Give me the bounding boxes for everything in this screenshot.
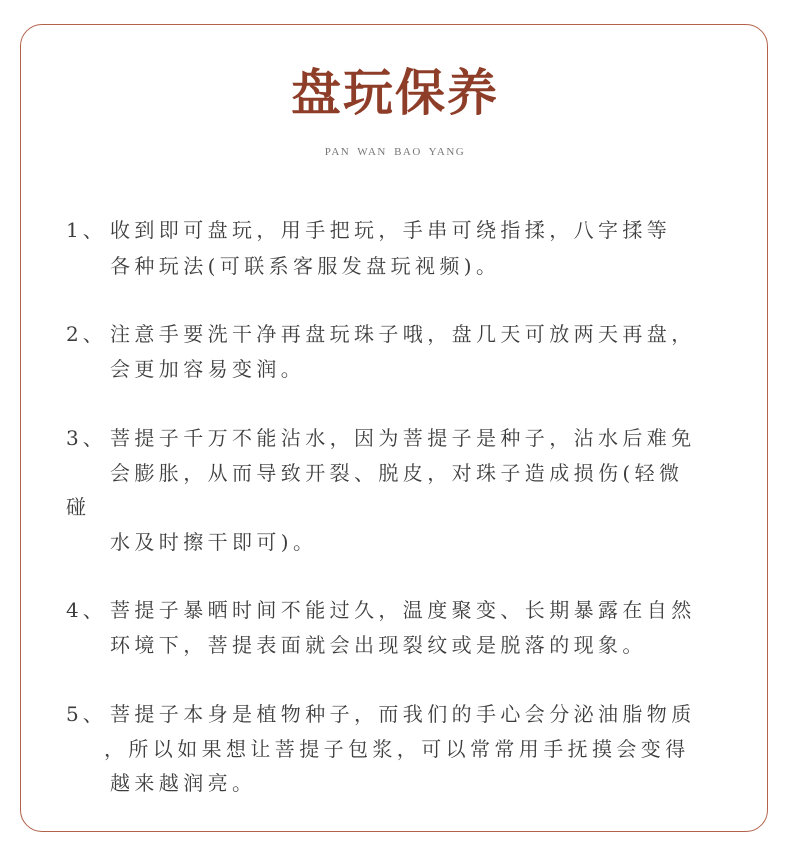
list-item-3-number: 3、 xyxy=(66,426,107,450)
list-item-1-number: 1、 xyxy=(66,218,107,242)
list-item-5-text-1: 菩提子本身是植物种子，而我们的手心会分泌油脂物质 xyxy=(110,702,696,726)
list-item-1-text-1: 收到即可盘玩，用手把玩，手串可绕指揉，八字揉等 xyxy=(110,218,672,242)
list-item-4-line-1 xyxy=(66,600,696,620)
list-item-5-line-1 xyxy=(66,704,696,724)
page-title: 盘玩保养 xyxy=(291,63,499,122)
list-item-3-line-1 xyxy=(66,428,696,448)
list-item-4-text-1: 菩提子暴晒时间不能过久，温度聚变、长期暴露在自然 xyxy=(110,598,696,622)
page-subtitle: PAN WAN BAO YANG xyxy=(324,146,466,158)
list-item-5-number: 5、 xyxy=(66,702,107,726)
list-item-3-text-2: 会膨胀，从而导致开裂、脱皮，对珠子造成损伤(轻微 xyxy=(110,461,684,485)
list-item-3-text-1: 菩提子千万不能沾水，因为菩提子是种子，沾水后难免 xyxy=(110,426,696,450)
list-item-2-number: 2、 xyxy=(66,322,107,346)
list-item-1-text-2: 各种玩法(可联系客服发盘玩视频)。 xyxy=(110,254,501,278)
list-item-5-text-2: ，所以如果想让菩提子包浆，可以常常用手抚摸会变得 xyxy=(104,737,690,761)
list-item-2-text-2: 会更加容易变润。 xyxy=(110,357,306,381)
list-item-3-text-3: 碰 xyxy=(66,495,91,519)
list-item-4-text-2: 环境下，菩提表面就会出现裂纹或是脱落的现象。 xyxy=(110,633,647,657)
list-item-2-line-1 xyxy=(66,324,696,344)
list-item-1-line-1 xyxy=(66,220,671,240)
list-item-2-text-1: 注意手要洗干净再盘玩珠子哦，盘几天可放两天再盘， xyxy=(110,322,696,346)
list-item-4-number: 4、 xyxy=(66,598,107,622)
list-item-5-text-3: 越来越润亮。 xyxy=(110,771,257,795)
list-item-3-text-4: 水及时擦干即可)。 xyxy=(110,530,318,554)
